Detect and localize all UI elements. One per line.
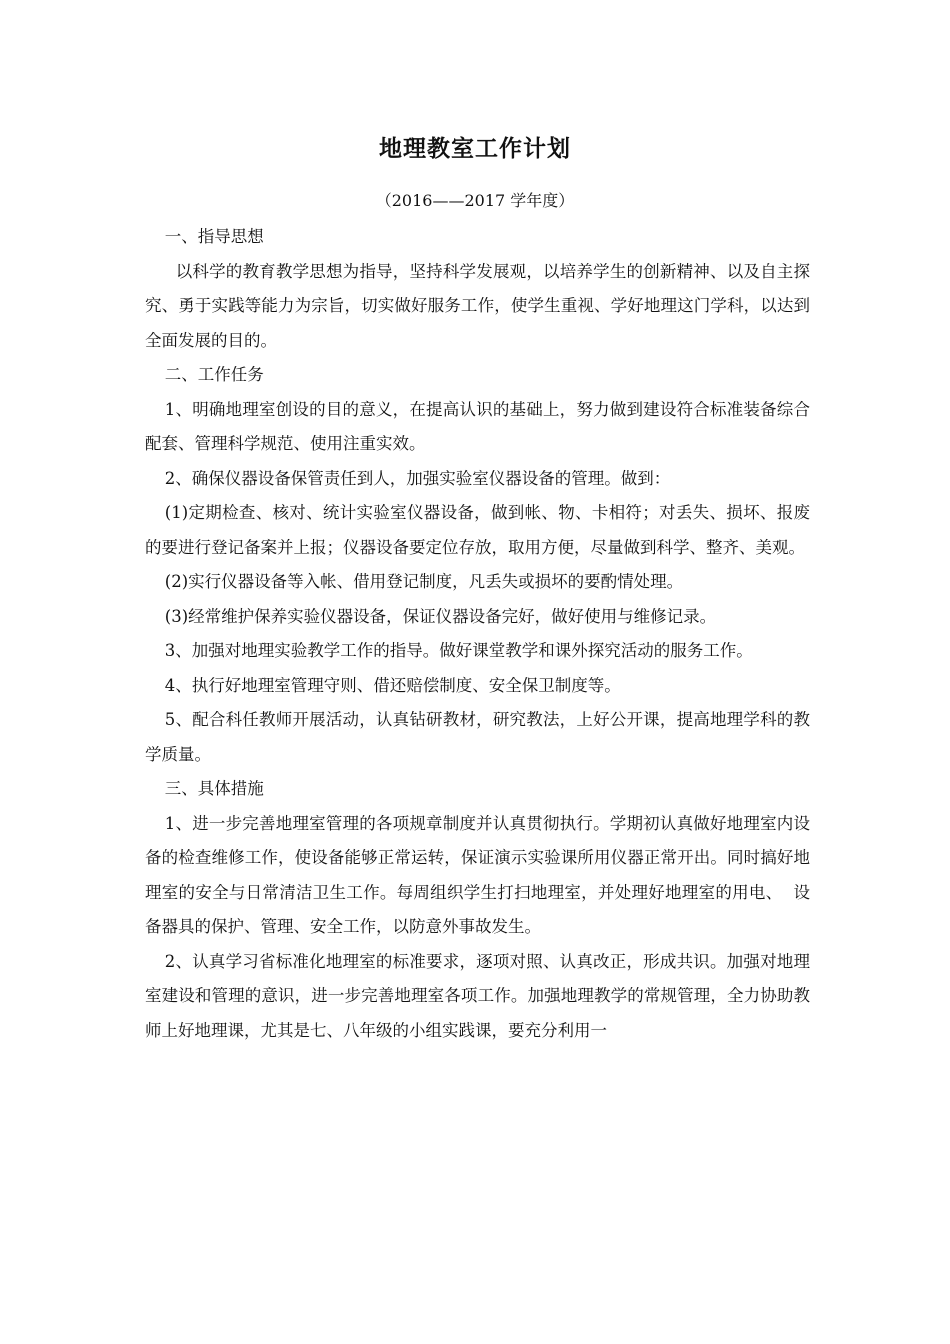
task-subitem-1: (1)定期检查、核对、统计实验室仪器设备，做到帐、物、卡相符；对丢失、损坏、报废的要进行登记备案并上报；仪器设备要定位存放，取用方便，尽量做到科学、整齐、美观。 (145, 503, 810, 557)
measure-item-1: 1、进一步完善地理室管理的各项规章制度并认真贯彻执行。学期初认真做好地理室内设备的检查维修工作，使设备能够正常运转，保证演示实验课所用仪器正常开出。同时搞好地理室的安全与日常清洁卫生工作。每周组织学生打扫地理室，并处理好地理室的用电、 设备器具的保护、管理、安全工作，以防意外事故发生。 (145, 813, 810, 936)
task-subitem-2: (2)实行仪器设备等入帐、借用登记制度，凡丢失或损坏的要酌情处理。 (164, 572, 684, 591)
measure-item-2: 2、认真学习省标准化地理室的标准要求，逐项对照、认真改正，形成共识。加强对地理室建设和管理的意识，进一步完善地理室各项工作。加强地理教学的常规管理，全力协助教师上好地理课，尤其是七、八年级的小组实践课，要充分利用一 (145, 951, 810, 1040)
task-item-3: 3、加强对地理实验教学工作的指导。做好课堂教学和课外探究活动的服务工作。 (164, 641, 753, 660)
task-subitem-3: (3)经常维护保养实验仪器设备，保证仪器设备完好，做好使用与维修记录。 (164, 606, 717, 626)
document-subtitle: （2016——2017 学年度） (375, 191, 575, 210)
task-item-5: 5、配合科任教师开展活动，认真钻研教材，研究教法，上好公开课，提高地理学科的教学质量。 (145, 710, 810, 764)
document-title: 地理教室工作计划 (379, 135, 571, 162)
task-item-4: 4、执行好地理室管理守则、借还赔偿制度、安全保卫制度等。 (164, 675, 621, 695)
section-heading-measures: 三、具体措施 (164, 779, 264, 798)
task-item-1: 1、明确地理室创设的目的意义，在提高认识的基础上，努力做到建设符合标准装备综合配套、管理科学规范、使用注重实效。 (145, 399, 810, 453)
section-heading-guiding-thought: 一、指导思想 (164, 227, 264, 246)
section-heading-work-tasks: 二、工作任务 (164, 365, 264, 384)
task-item-2: 2、确保仪器设备保管责任到人，加强实验室仪器设备的管理。做到： (164, 468, 671, 488)
paragraph-guiding-thought: 以科学的教育教学思想为指导，坚持科学发展观，以培养学生的创新精神、以及自主探究、勇于实践等能力为宗旨，切实做好服务工作，使学生重视、学好地理这门学科，以达到全面发展的目的。 (145, 261, 810, 350)
document-body (145, 220, 810, 1048)
